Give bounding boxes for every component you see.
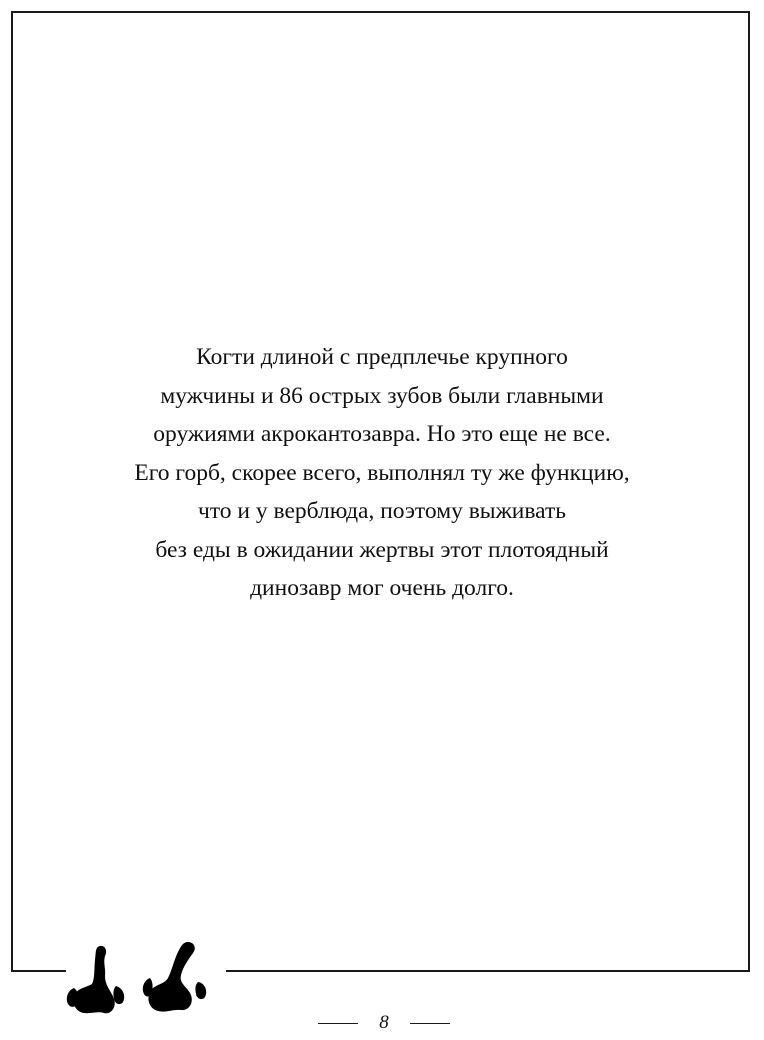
body-line: мужчины и 86 острых зубов были главными (160, 382, 604, 409)
page-number-rule-right (410, 1023, 450, 1024)
page-number: 8 (379, 1012, 389, 1033)
body-line: без еды в ожидании жертвы этот плотоядный (155, 536, 609, 563)
body-line: что и у верблюда, поэтому выживать (198, 498, 566, 524)
body-line: Его горб, скорее всего, выполнял ту же функцию, (134, 459, 630, 486)
body-line: Когти длиной с предплечье крупного (196, 344, 568, 370)
page-footer (0, 1010, 764, 1036)
body-paragraph (40, 338, 724, 608)
body-line: оружиями акрокантозавра. Но это еще не все. (153, 421, 611, 447)
page-number-rule-left (318, 1023, 358, 1024)
body-line: динозавр мог очень долго. (250, 575, 514, 601)
footprint-left-icon (67, 946, 124, 1013)
footprint-right-icon (143, 942, 206, 1012)
